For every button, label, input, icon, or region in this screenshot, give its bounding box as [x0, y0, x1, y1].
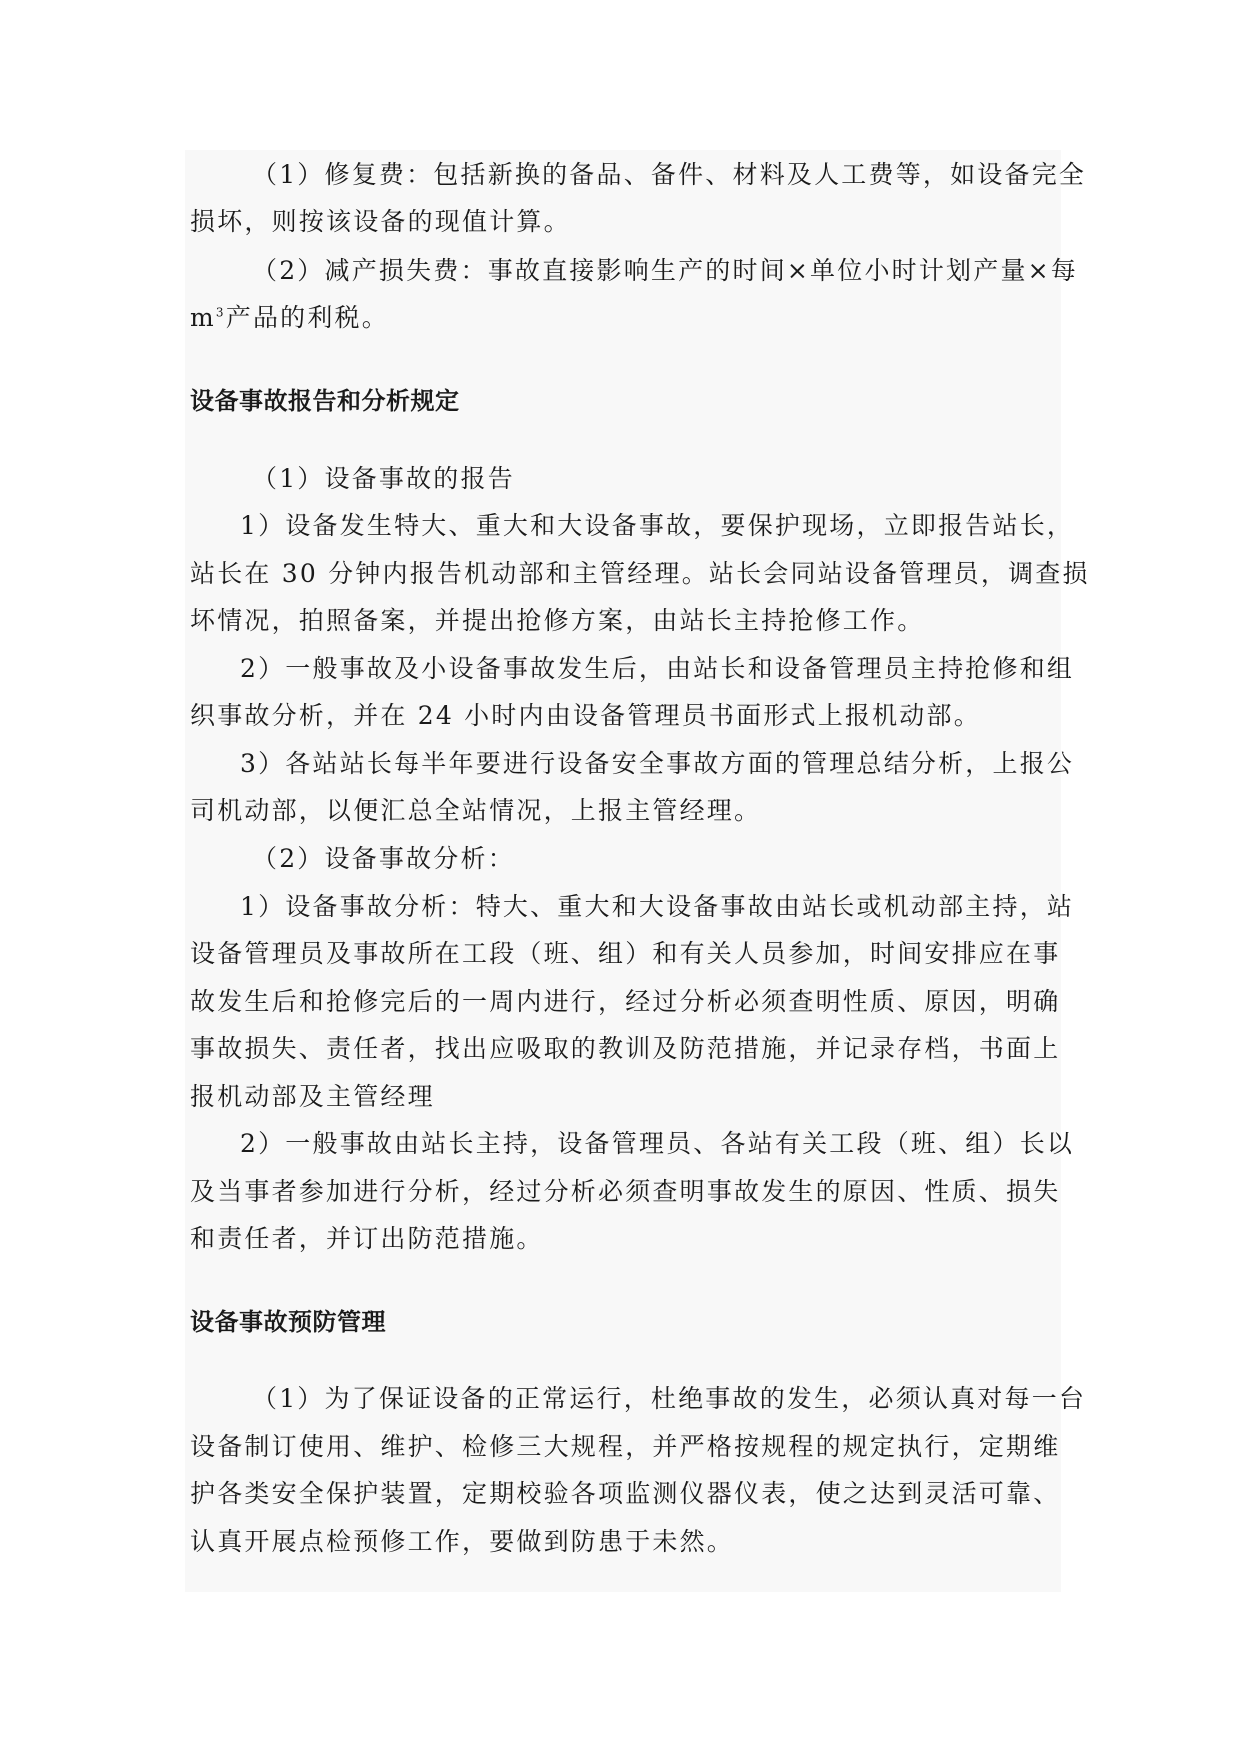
repair-fee-line-2: 损坏，则按该设备的现值计算。: [190, 207, 571, 236]
production-loss-line-2: [190, 301, 389, 335]
repair-fee-line-1: （1）修复费：包括新换的备品、备件、材料及人工费等，如设备完全: [252, 160, 1087, 189]
report-analysis-heading: 设备事故报告和分析规定: [190, 387, 460, 415]
unit-superscript: 3: [215, 305, 226, 320]
report-item-1-line-1: 1）设备发生特大、重大和大设备事故，要保护现场，立即报告站长，: [240, 511, 1075, 540]
prevention-heading: 设备事故预防管理: [190, 1308, 386, 1336]
analysis-item-1-line-4: 事故损失、责任者，找出应吸取的教训及防范措施，并记录存档，书面上: [190, 1034, 1061, 1063]
analysis-item-2-line-3: 和责任者，并订出防范措施。: [190, 1224, 544, 1253]
prevention-line-3: 护各类安全保护装置，定期校验各项监测仪器仪表，使之达到灵活可靠、: [190, 1479, 1061, 1508]
report-item-1-line-2: 站长在 30 分钟内报告机动部和主管经理。站长会同站设备管理员，调查损: [190, 559, 1090, 588]
report-item-3-line-2: 司机动部，以便汇总全站情况，上报主管经理。: [190, 796, 762, 825]
prevention-line-2: 设备制订使用、维护、检修三大规程，并严格按规程的规定执行，定期维: [190, 1432, 1061, 1461]
analysis-subsection-2: （2）设备事故分析：: [252, 844, 515, 873]
analysis-item-1-line-1: 1）设备事故分析：特大、重大和大设备事故由站长或机动部主持，站: [240, 892, 1075, 921]
analysis-item-2-line-1: 2）一般事故由站长主持，设备管理员、各站有关工段（班、组）长以: [240, 1129, 1075, 1158]
report-subsection-1: （1）设备事故的报告: [252, 464, 515, 493]
prevention-line-1: （1）为了保证设备的正常运行，杜绝事故的发生，必须认真对每一台: [252, 1384, 1087, 1413]
unit-m: m: [190, 303, 216, 332]
production-loss-line-1: （2）减产损失费：事故直接影响生产的时间×单位小时计划产量×每: [252, 256, 1079, 285]
report-item-2-line-2: 织事故分析，并在 24 小时内由设备管理员书面形式上报机动部。: [190, 701, 981, 730]
prevention-line-4: 认真开展点检预修工作，要做到防患于未然。: [190, 1527, 735, 1556]
production-loss-line-2-text: 产品的利税。: [225, 303, 389, 332]
report-item-1-line-3: 坏情况，拍照备案，并提出抢修方案，由站长主持抢修工作。: [190, 606, 925, 635]
analysis-item-1-line-5: 报机动部及主管经理: [190, 1082, 435, 1111]
analysis-item-1-line-2: 设备管理员及事故所在工段（班、组）和有关人员参加，时间安排应在事: [190, 939, 1061, 968]
report-item-3-line-1: 3）各站站长每半年要进行设备安全事故方面的管理总结分析，上报公: [240, 749, 1075, 778]
analysis-item-2-line-2: 及当事者参加进行分析，经过分析必须查明事故发生的原因、性质、损失: [190, 1177, 1061, 1206]
analysis-item-1-line-3: 故发生后和抢修完后的一周内进行，经过分析必须查明性质、原因，明确: [190, 987, 1061, 1016]
report-item-2-line-1: 2）一般事故及小设备事故发生后，由站长和设备管理员主持抢修和组: [240, 654, 1075, 683]
